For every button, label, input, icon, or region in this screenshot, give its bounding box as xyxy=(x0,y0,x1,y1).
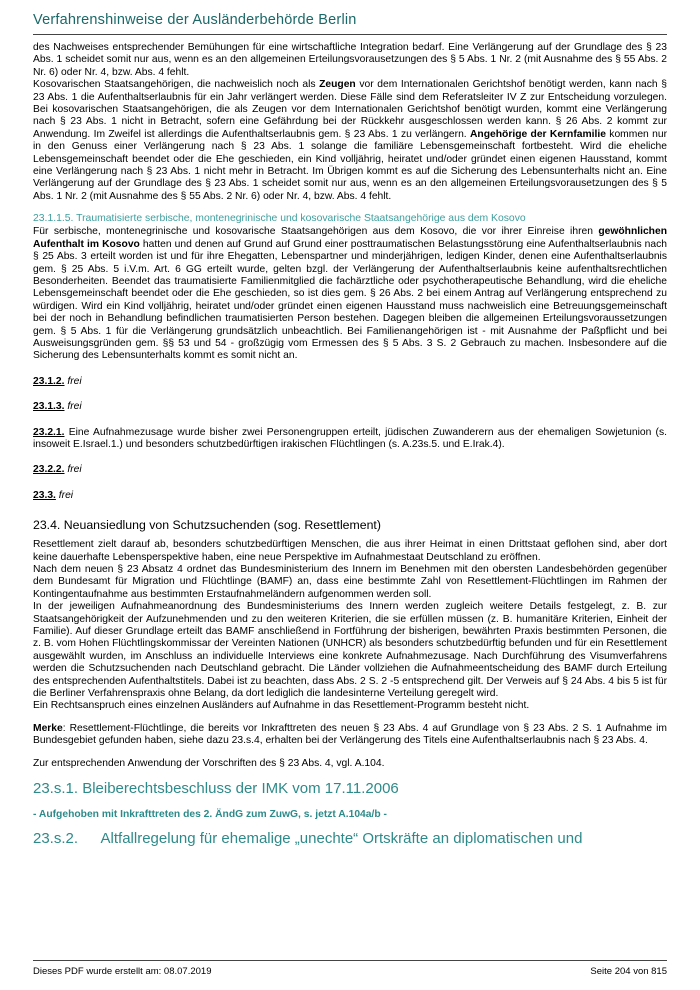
page-header xyxy=(33,12,667,35)
paragraph-integration-continuation xyxy=(33,42,667,79)
section-heading-23-4: 23.4. Neuansiedlung von Schutzsuchenden (sog. Resettlement) xyxy=(33,518,381,533)
item-23-2-2 xyxy=(33,464,667,476)
item-23-3 xyxy=(33,490,667,502)
paragraph-reference-a104: Zur entsprechenden Anwendung der Vorschriften des § 23 Abs. 4, vgl. A.104. xyxy=(33,757,385,769)
text-run: frei xyxy=(67,375,82,387)
item-23-2-1 xyxy=(33,427,667,452)
text-run: hatten und denen auf Grund auf Grund einer posttraumatischen Belastungsstörung eine Aufenthaltserlaubnis nach § 25 Abs. 3 erteilt worden ist und für ihre Ehegatten, Lebenspartner und minderjährigen, ledigen Kinder, denen eine Aufenthaltserlaubnis gem. § 25 Abs. 5 i.V.m. Art. 6 GG erteilt wurde, gelten bzgl. der Verlängerung der Aufenthaltserlaubnis keine aufenthaltsrechtlichen Besonderheiten. Beendet das traumatisierte Familienmitglied die fachärztliche oder psychotherapeutische Behandlung, wird die eheliche Lebensgemeinschaft beendet oder die Ehe geschieden, so ist dies gem. § 26 Abs. 2 bei einem Antrag auf Verlängerung entsprechend zu würdigen. Wird ein Kind volljährig, heiratet und/oder gründet einen eigenen Hausstand muss nachweislich eine Betreuungsgemeinschaft bei der noch in Behandlung befindlichen traumatisierten Person bestehen. Dagegen bleiben die allgemeinen Erteilungsvoraussetzungen gem. § 5 Abs. 1 für die Verlängerung grundsätzlich unbeachtlich. Bei Familienangehörigen ist - mit Ausnahme der Paßpflicht und bei Ausweisungsgründen gem. §§ 53 und 54 - großzügig vom Ermessen des § 5 Abs. 3 S. 2 Gebrauch zu machen. Insbesondere auf die Sicherung des Lebensunterhalts kommt es somit nicht an. xyxy=(33,238,667,362)
text-run: Angehörige der Kernfamilie xyxy=(470,128,606,140)
text-run: frei xyxy=(67,401,82,413)
paragraph-resettlement-order: Nach dem neuen § 23 Absatz 4 ordnet das Bundesministerium des Innern im Benehmen mit den obersten Landesbehörden gegenüber dem Bundesamt für Migration und Flüchtlinge (BAMF) an, dass eine bestimmte Zahl von Resettlement-Flüchtlingen im Rahmen der Kontingentaufnahme aus bestimmten Erstaufnahmeländern aufgenommen werden soll. xyxy=(33,564,667,600)
header-divider xyxy=(33,34,667,35)
paragraph-no-legal-claim: Ein Rechtsanspruch eines einzelnen Ausländers auf Aufnahme in das Resettlement-Programm besteht nicht. xyxy=(33,700,530,712)
section-heading-23-1-1-5: 23.1.1.5. Traumatisierte serbische, montenegrinische und kosovarische Staatsangehörige aus dem Kosovo xyxy=(33,213,526,225)
text-run: : Resettlement-Flüchtlinge, die bereits vor Inkrafttreten des neuen § 23 Abs. 4 auf Grundlage von § 23 Abs. 2 S. 1 Aufnahme im Bundesgebiet gefunden haben, siehe dazu 23.s.4, erhalten bei der Verlängerung des Titels eine Aufenthaltserlaubnis nach § 23 Abs. 4. xyxy=(33,722,667,747)
item-23-1-2 xyxy=(33,376,667,388)
text-run: gewöhnlichen Aufenthalt im Kosovo xyxy=(33,226,667,250)
paragraph-kosovo-witnesses xyxy=(33,79,667,203)
paragraph-resettlement-intro: Resettlement zielt darauf ab, besonders schutzbedürftigen Menschen, die aus ihrer Heimat in einen Drittstaat geflohen sind, aber dort keine dauerhafte Lebensperspektive haben, eine neue Perspektive im Aufnahmestaat Deutschland zu eröffnen. xyxy=(33,539,667,563)
footer-created-date: Dieses PDF wurde erstellt am: 08.07.2019 xyxy=(33,966,212,977)
text-run: 23.3. xyxy=(33,489,56,501)
paragraph-resettlement-procedure: In der jeweiligen Aufnahmeanordnung des Bundesministeriums des Innern werden zugleich weitere Details festgelegt, z. B. zur Staatsangehörigkeit der Aufzunehmenden und zu den weiteren Kriterien, die sie erfüllen müssen (z. B. humanitäre Kriterien, Einheit der Familie). Auf dieser Grundlage erteilt das BAMF anschließend in Fortführung der bisherigen, bewährten Praxis bestimmten Personen, die z. B. vom Hohen Flüchtlingskommissar der Vereinten Nationen (UNHCR) als besonders schutzbedürftig befunden und für ein Resettlement ausgewählt wurden, im Anschluss an individuelle Interviews eine konkrete Aufnahmezusage. Nach Durchführung des Visumverfahrens werden die Schutzsuchenden nach Deutschland gebracht. Die Länder vollziehen die Aufnahmeentscheidung des BAMF durch Erteilung des entsprechenden Aufenthaltstitels. Dabei ist zu beachten, dass Abs. 2 S. 2 -5 entsprechend gilt. Der Verweis auf § 24 Abs. 4 bis 5 ist für die Berliner Verfahrenspraxis ohne Belang, da dort lediglich die landesinterne Verteilung geregelt wird. xyxy=(33,601,667,700)
text-run: frei xyxy=(67,464,82,476)
text-run: 23.2.2. xyxy=(33,464,65,476)
text-run: Eine Aufnahmezusage wurde bisher zwei Personengruppen erteilt, jüdischen Zuwanderern aus der ehemaligen Sowjetunion (s. insoweit E.Israel.1.) und besonders schutzbedürftigen irakischen Flüchtlingen (s. A.23s.5. und E.Irak.4). xyxy=(33,426,667,450)
text-run: 23.1.2. xyxy=(33,375,65,387)
text-run: frei xyxy=(58,489,74,501)
item-23-1-3 xyxy=(33,401,667,413)
document-title: Verfahrenshinweise der Ausländerbehörde Berlin xyxy=(33,12,357,28)
footer-page-number: Seite 204 von 815 xyxy=(590,966,667,977)
text-run: Merke xyxy=(33,722,63,734)
footer-divider xyxy=(33,960,667,961)
text-run: 23.1.3. xyxy=(33,401,65,413)
note-repealed: - Aufgehoben mit Inkrafttreten des 2. ÄndG zum ZuwG, s. jetzt A.104a/b - xyxy=(33,809,387,821)
text-run: Kosovarischen Staatsangehörigen, die nachweislich noch als xyxy=(33,79,320,91)
text-run: vor dem Internationalen Gerichtshof benötigt werden, kann nach § 23 Abs. 1 die Aufenthaltserlaubnis für ein Jahr verlängert werden. Diese Fälle sind dem Referatsleiter IV Z zur Entscheidung vorzulegen. Bei kosovarischen Staatsangehörigen, die als Zeugen vor dem Internationalen Gerichtshof benötigt wurden, kommt eine Verlängerung nach § 23 Abs. 1 nicht in Betracht, sofern eine Gefährdung bei der Rückkehr ausgeschlossen werden kann. § 26 Abs. 2 kommt zur Anwendung. Im Zweifel ist allerdings die Aufenthaltserlaubnis gem. § 23 Abs. 1 zu verlängern. xyxy=(33,79,667,140)
text-run: Für serbische, montenegrinische und kosovarische Staatsangehörigen aus dem Kosovo, die vor ihrer Einreise ihren xyxy=(33,226,599,238)
section-heading-23s2: 23.s.2. Altfallregelung für ehemalige „unechte“ Ortskräfte an diplomatischen und xyxy=(33,830,583,848)
text-run: 23.2.1. xyxy=(33,426,65,438)
text-run: des Nachweises entsprechender Bemühungen für eine wirtschaftliche Integration bedarf. Eine Verlängerung auf der Grundlage des § 23 Abs. 1 scheidet somit nur aus, wenn es an den allgemeinen Erteilungsvorausetzungen des § 5 Abs. 1 Nr. 2 (mit Ausnahme des § 55 Abs. 2 Nr. 6) oder Nr. 4, bzw. Abs. 4 fehlt. xyxy=(33,42,667,78)
text-run: kommen nur in den Genuss einer Verlängerung nach § 23 Abs. 1 solange die familiäre Lebensgemeinschaft fortbesteht. Wird die eheliche Lebensgemeinschaft beendet oder die Ehe geschieden, ein Kind volljährig, heiratet und/oder gründet einen eigenen Hausstand, kommt eine Verlängerung nach § 23 Abs. 1 nicht mehr in Betracht. Im Übrigen kommt es auf die Sicherung des Lebensunterhalts nicht an. Eine Verlängerung auf der Grundlage des § 23 Abs. 1 scheidet somit nur aus, wenn es an den allgemeinen Erteilungsvorausetzungen des § 5 Abs. 1 Nr. 2 (mit Ausnahme des § 55 Abs. 2 Nr. 6) oder Nr. 4, bzw. Abs. 4 fehlt. xyxy=(33,128,667,202)
paragraph-merke-note xyxy=(33,723,667,748)
footer-row xyxy=(33,966,667,978)
section-heading-23s1: 23.s.1. Bleiberechtsbeschluss der IMK vom 17.11.2006 xyxy=(33,780,399,798)
page-footer xyxy=(33,960,667,978)
page-body xyxy=(33,42,667,847)
paragraph-traumatized-nationals xyxy=(33,226,667,362)
text-run: Zeugen xyxy=(319,79,356,91)
